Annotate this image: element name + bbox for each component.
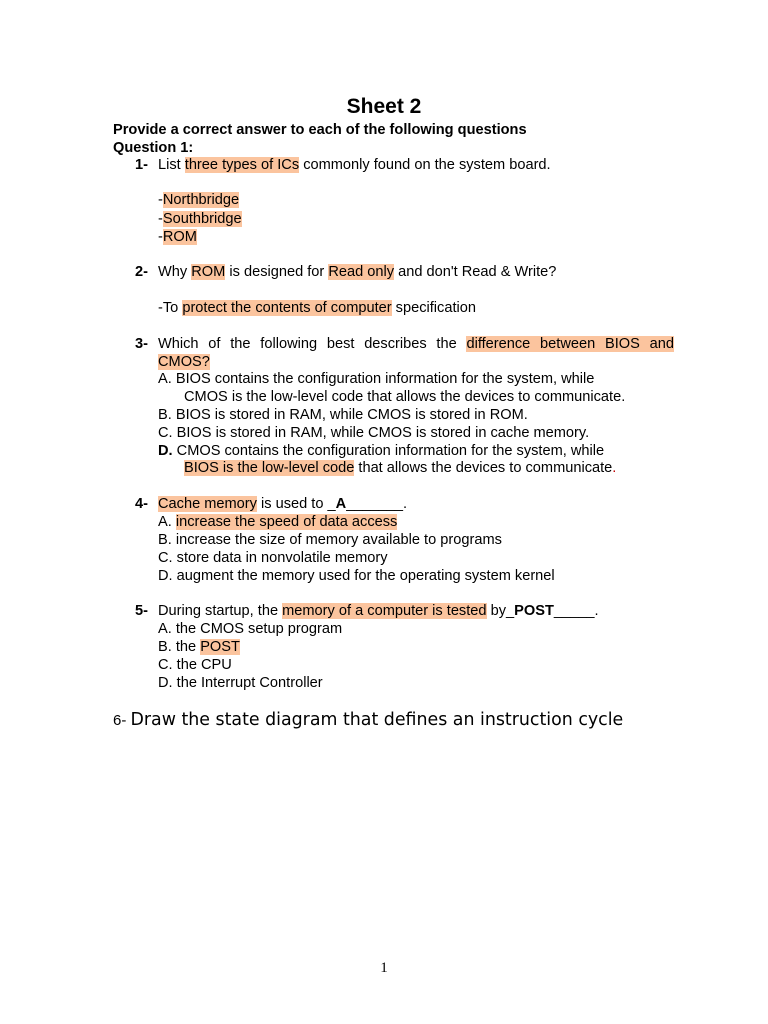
option-a: A. the CMOS setup program: [158, 621, 343, 637]
option-b: B. increase the size of memory available to programs: [158, 532, 502, 548]
question-number: 3-: [135, 336, 148, 352]
dash: -: [158, 229, 163, 245]
option-d-continued: [184, 459, 616, 477]
highlighted-text: POST: [200, 639, 240, 655]
text-span: -To: [158, 300, 183, 316]
question-text-continued: [158, 353, 210, 371]
red-dot: .: [612, 460, 617, 476]
question-number: 5-: [135, 603, 148, 619]
highlighted-text: Cache memory: [158, 496, 257, 512]
highlighted-text: Northbridge: [162, 192, 240, 208]
text-span: _____.: [553, 603, 599, 619]
answer-item: [158, 299, 476, 317]
text-span: Which of the following best describes the: [158, 336, 467, 352]
option-label: A.: [158, 514, 176, 530]
highlighted-text: increase the speed of data access: [175, 514, 398, 530]
option-a: A. BIOS contains the configuration information for the system, while: [158, 371, 595, 387]
text-span: During startup, the: [158, 603, 283, 619]
answer-item: [158, 228, 197, 246]
question-6: [113, 709, 623, 732]
highlighted-text: protect the contents of computer: [182, 300, 392, 316]
answer-item: [158, 191, 239, 209]
highlighted-text: difference between BIOS and: [466, 336, 674, 352]
highlighted-text: Southbridge: [162, 211, 242, 227]
question-number: 6-: [113, 712, 131, 729]
highlighted-text: ROM: [162, 229, 197, 245]
text-span: specification: [391, 300, 476, 316]
option-d: D. the Interrupt Controller: [158, 675, 323, 691]
highlighted-text: BIOS is the low-level code: [184, 460, 355, 476]
dash: -: [158, 192, 163, 208]
answer-text: POST: [514, 603, 554, 619]
option-c: C. store data in nonvolatile memory: [158, 550, 388, 566]
page-title: Sheet 2: [346, 95, 422, 118]
text-span: that allows the devices to communicate: [354, 460, 613, 476]
text-span: _______.: [346, 496, 408, 512]
dash: -: [158, 211, 163, 227]
question-text: [158, 335, 674, 371]
highlighted-text: memory of a computer is tested: [282, 603, 487, 619]
text-span: List: [158, 157, 185, 173]
option-label: B. the: [158, 639, 201, 655]
text-span: commonly found on the system board.: [299, 157, 551, 173]
text-span: by_: [486, 603, 515, 619]
text-span: Why: [158, 264, 192, 280]
text-span: and don't Read & Write?: [394, 264, 557, 280]
option-d: D. augment the memory used for the operating system kernel: [158, 568, 555, 584]
text-span: is used to _: [256, 496, 336, 512]
text-span: is designed for: [225, 264, 329, 280]
option-c: C. BIOS is stored in RAM, while CMOS is stored in cache memory.: [158, 425, 590, 441]
answer-text: A: [335, 496, 347, 512]
answer-item: [158, 210, 242, 228]
question-text: [158, 495, 407, 513]
highlighted-text: ROM: [191, 264, 226, 280]
question-number: 1-: [135, 157, 148, 173]
question-text: [158, 263, 556, 281]
question-number: 4-: [135, 496, 148, 512]
option-b: B. BIOS is stored in RAM, while CMOS is stored in ROM.: [158, 407, 528, 423]
highlighted-text: CMOS?: [158, 354, 210, 370]
highlighted-text: Read only: [328, 264, 395, 280]
option-a-continued: CMOS is the low-level code that allows the devices to communicate.: [184, 389, 626, 405]
option-c: C. the CPU: [158, 657, 232, 673]
option-b: [158, 638, 240, 656]
question-number: 2-: [135, 264, 148, 280]
question-text: Draw the state diagram that defines an instruction cycle: [130, 710, 624, 730]
instructions: Provide a correct answer to each of the following questions: [113, 122, 527, 138]
text-span: CMOS contains the configuration information for the system, while: [172, 443, 605, 459]
option-label: D.: [158, 443, 173, 459]
question-text: [158, 156, 551, 174]
section-heading: Question 1:: [113, 140, 194, 156]
page-number: 1: [380, 960, 388, 976]
option-a: [158, 513, 397, 531]
question-text: [158, 602, 599, 620]
highlighted-text: three types of ICs: [184, 157, 300, 173]
option-d: [158, 442, 604, 460]
